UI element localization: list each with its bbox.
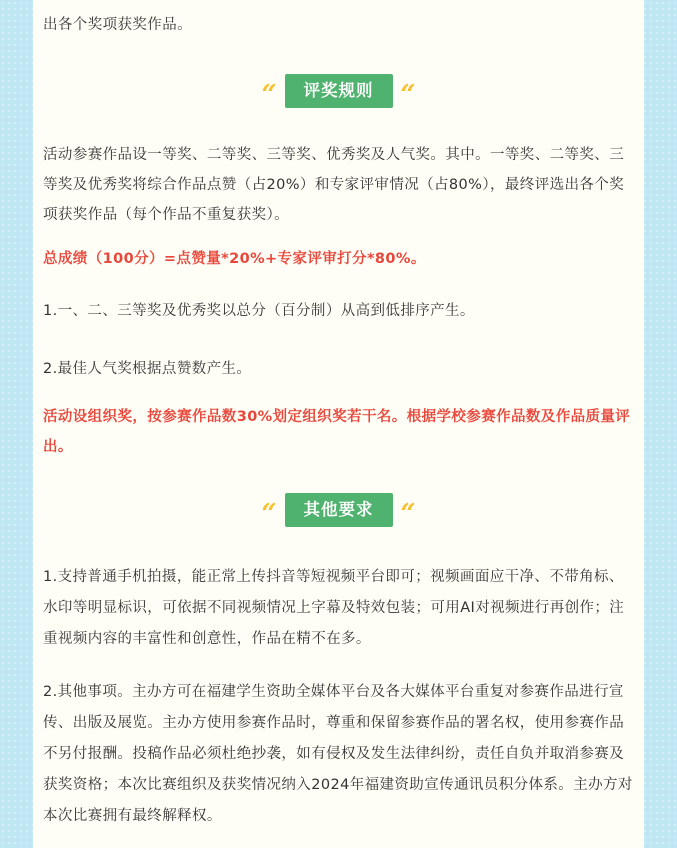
- right-quote-icon: “: [400, 499, 416, 529]
- section-header-rules: [33, 74, 644, 108]
- section-title-other: 其他要求: [285, 493, 393, 527]
- section-title-rules: 评奖规则: [285, 74, 393, 108]
- requirement-1: 1.支持普通手机拍摄，能正常上传抖音等短视频平台即可；视频画面应干净、不带角标、水印等明显标识，可依据不同视频情况上字幕及特效包装；可用AI对视频进行再创作；注重视频内容的丰富性和创意性，作品在精不在多。: [43, 569, 625, 647]
- rule-2: 2.最佳人气奖根据点赞数产生。: [43, 361, 252, 377]
- rule-1: 1.一、二、三等奖及优秀奖以总分（百分制）从高到低排序产生。: [43, 303, 475, 319]
- rules-intro: 活动参赛作品设一等奖、二等奖、三等奖、优秀奖及人气奖。其中。一等奖、二等奖、三等奖及优秀奖将综合作品点赞（占20%）和专家评审情况（占80%），最终评选出各个奖项获奖作品（每个作品不重复获奖）。: [43, 147, 625, 223]
- organization-award: 活动设组织奖，按参赛作品数30%划定组织奖若干名。根据学校参赛作品数及作品质量评出。: [43, 409, 631, 455]
- requirement-2: 2.其他事项。主办方可在福建学生资助全媒体平台及各大媒体平台重复对参赛作品进行宣传、出版及展览。主办方使用参赛作品时，尊重和保留参赛作品的署名权，使用参赛作品不另付报酬。投稿作品必须杜绝抄袭，如有侵权及发生法律纠纷，责任自负并取消参赛及获奖资格；本次比赛组织及获奖情况纳入2024年福建资助宣传通讯员积分体系。主办方对本次比赛拥有最终解释权。: [43, 684, 633, 824]
- article-card: [33, 0, 644, 848]
- section-header-other: [33, 493, 644, 527]
- score-formula: 总成绩（100分）=点赞量*20%+专家评审打分*80%。: [43, 251, 426, 267]
- left-quote-icon: “: [261, 80, 277, 110]
- top-line: 出各个奖项获奖作品。: [43, 17, 192, 33]
- left-quote-icon: “: [261, 499, 277, 529]
- right-quote-icon: “: [400, 80, 416, 110]
